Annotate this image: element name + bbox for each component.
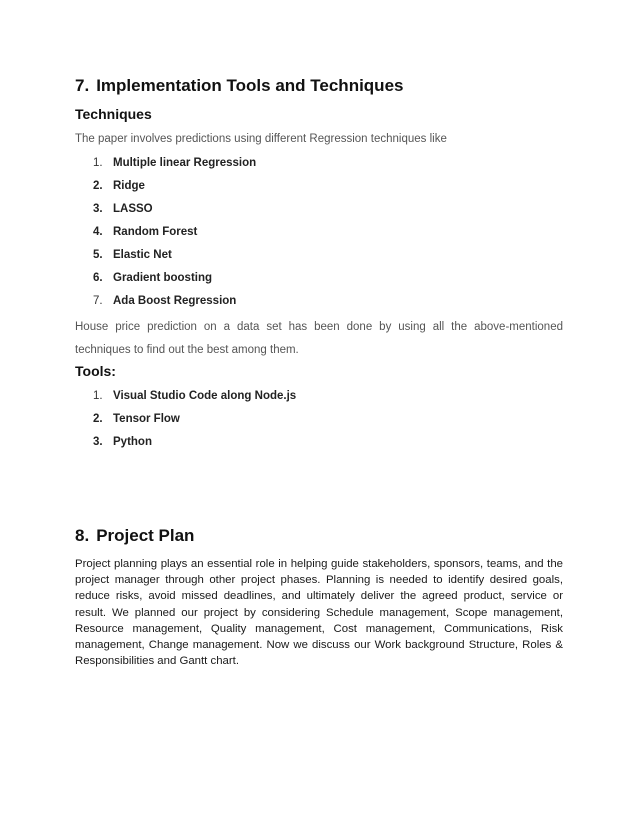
tool-label: Tensor Flow xyxy=(113,413,180,425)
techniques-heading: Techniques xyxy=(75,106,152,122)
list-item xyxy=(93,154,256,177)
list-item xyxy=(93,223,256,246)
technique-label: LASSO xyxy=(113,203,153,215)
list-item xyxy=(93,410,296,433)
section-7-title: Implementation Tools and Techniques xyxy=(96,76,404,95)
section-7-heading xyxy=(75,76,403,96)
list-marker: 1. xyxy=(93,157,103,169)
technique-label: Ada Boost Regression xyxy=(113,295,237,307)
technique-label: Gradient boosting xyxy=(113,272,213,284)
tool-label: Visual Studio Code along Node.js xyxy=(113,390,297,402)
list-marker: 2. xyxy=(93,180,103,192)
tool-label: Python xyxy=(113,436,152,448)
technique-label: Multiple linear Regression xyxy=(113,157,257,169)
list-item xyxy=(93,269,256,292)
technique-label: Elastic Net xyxy=(113,249,172,261)
list-item xyxy=(93,292,256,315)
technique-label: Ridge xyxy=(113,180,145,192)
list-marker: 4. xyxy=(93,226,103,238)
techniques-summary: House price prediction on a data set has been done by using all the above-mentioned techniques to find out the best among them. xyxy=(75,321,563,356)
list-marker: 6. xyxy=(93,272,103,284)
list-item xyxy=(93,387,296,410)
tools-heading: Tools: xyxy=(75,363,116,379)
techniques-list xyxy=(93,154,256,315)
list-item xyxy=(93,200,256,223)
list-marker: 7. xyxy=(93,295,103,307)
section-8-number: 8. xyxy=(75,526,90,545)
tools-list xyxy=(93,387,296,456)
list-item xyxy=(93,246,256,269)
section-8-title: Project Plan xyxy=(96,526,195,545)
section-7-number: 7. xyxy=(75,76,90,95)
list-marker: 1. xyxy=(93,390,103,402)
list-item xyxy=(93,433,296,456)
list-marker: 3. xyxy=(93,436,103,448)
list-item xyxy=(93,177,256,200)
list-marker: 2. xyxy=(93,413,103,425)
technique-label: Random Forest xyxy=(113,226,198,238)
project-plan-paragraph: Project planning plays an essential role in helping guide stakeholders, sponsors, teams, and the project manager through other project phases. Planning is needed to identify desired goals, reduce risks, avoid missed deadlines, and ultimately deliver the agreed product, service or result. We planned our project by considering Schedule management, Scope management, Resource management, Quality management, Cost management, Communications, Risk management, Change management. Now we discuss our Work background Structure, Roles & Responsibilities and Gantt chart. xyxy=(75,558,563,668)
list-marker: 5. xyxy=(93,249,103,261)
section-8-heading xyxy=(75,526,194,546)
list-marker: 3. xyxy=(93,203,103,215)
techniques-intro: The paper involves predictions using different Regression techniques like xyxy=(75,133,447,145)
